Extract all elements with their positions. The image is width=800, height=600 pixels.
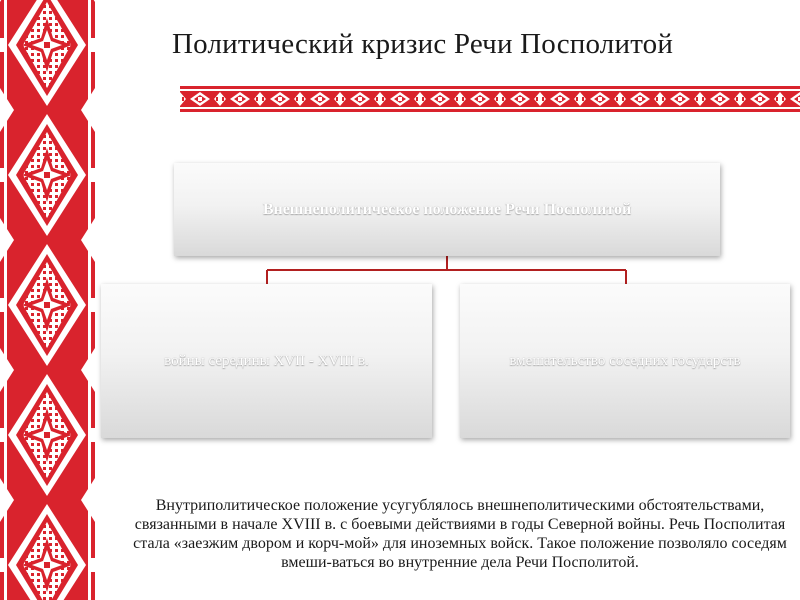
body-paragraph: Внутриполитическое положение усугублялось внешнеполитическими обстоятельствами, связанными в начале XVIII в. с боевыми действиями в годы Северной войны. Речь Посполитая стала «заезжим двором и корч-мой» для иноземных войск. Такое положение позволяло соседям вмеши-ваться во внутренние дела Речи Посполитой.: [133, 497, 787, 571]
diagram-child-label: вмешательство соседних государств: [509, 352, 741, 369]
diagram-child-label: войны середины XVII - XVIII в.: [164, 352, 369, 369]
diagram-root-label: Внешнеполитическое положение Речи Посполитой: [262, 200, 632, 218]
diagram-child-box-intervention: [460, 284, 790, 438]
diagram-child-box-wars: [101, 284, 432, 438]
left-ornament-pattern: [0, 0, 95, 600]
top-ornament-band: [180, 86, 800, 112]
slide-title: Политический кризис Речи Посполитой: [172, 28, 674, 60]
diagram-root-box: [174, 163, 720, 256]
